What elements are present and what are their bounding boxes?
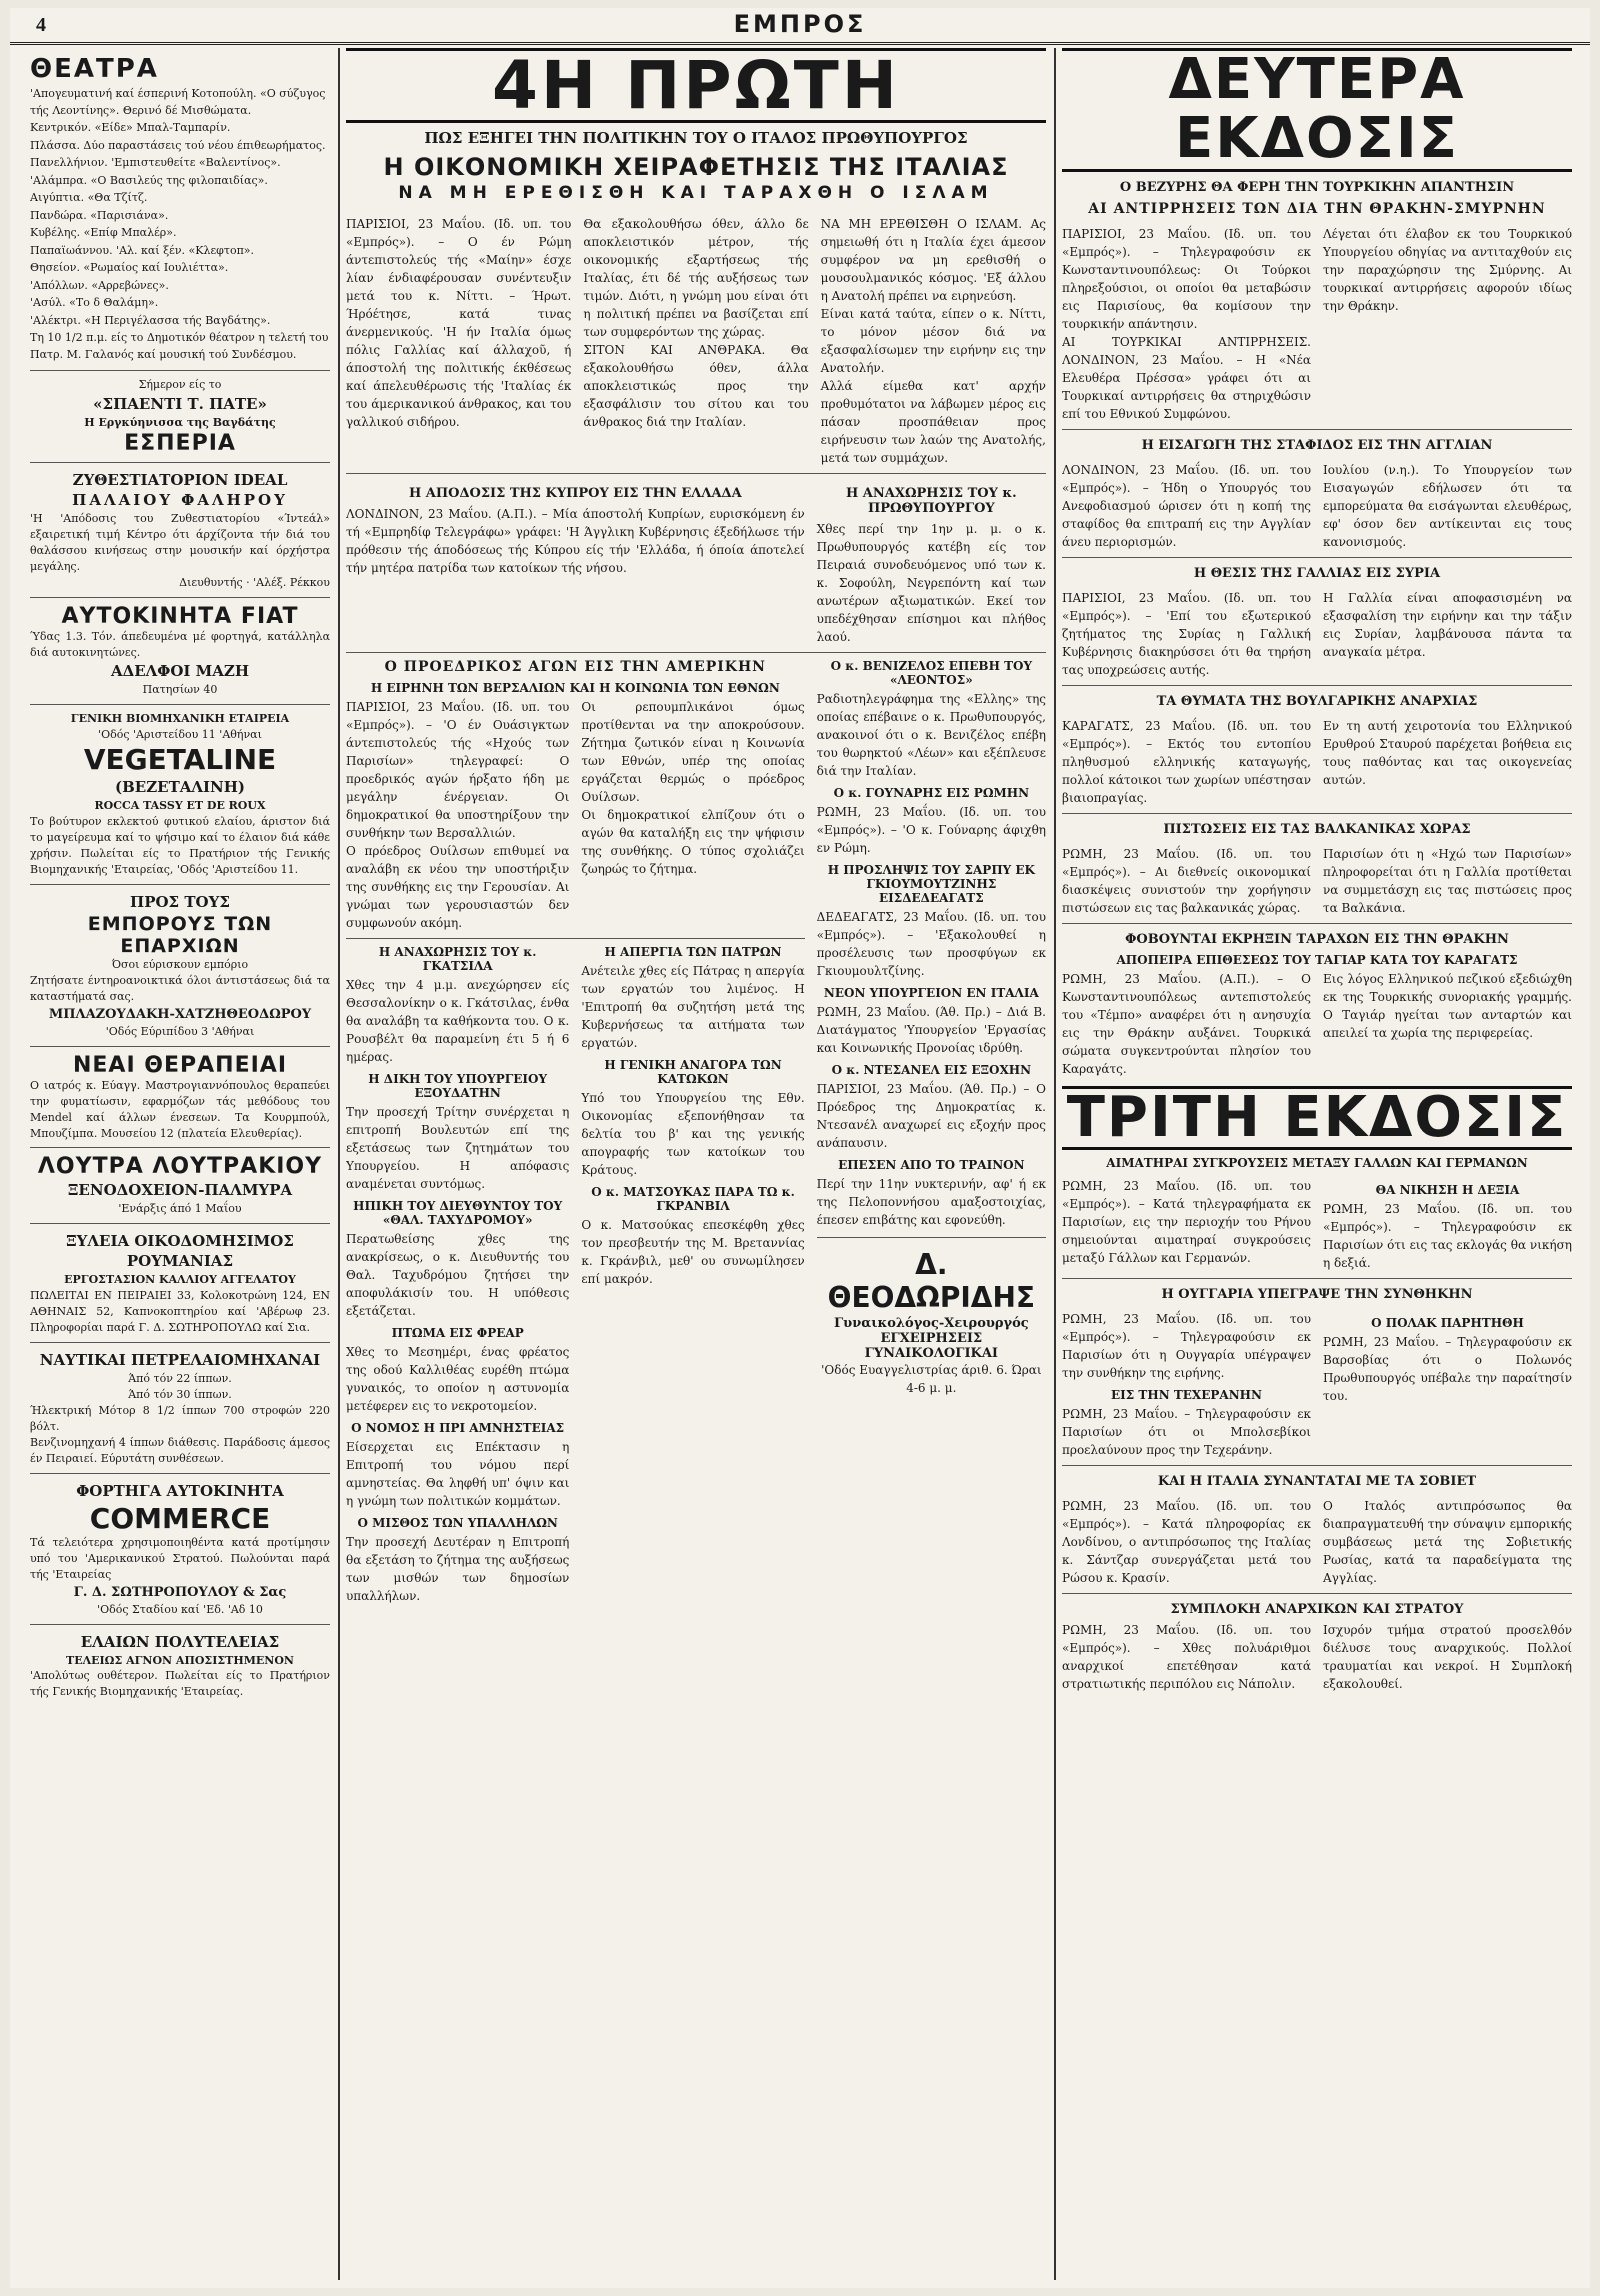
doctor-address: 'Οδός Ευαγγελιστρίας άριθ. 6. Ώραι 4-6 μ. μ. bbox=[821, 1363, 1042, 1396]
column-rule-2 bbox=[1054, 48, 1056, 2280]
trucks-firm: Γ. Δ. ΣΩΤΗΡΟΠΟΥΛΟΥ & Σας bbox=[73, 1584, 287, 1600]
article-col bbox=[1062, 225, 1311, 423]
brief-head: Η ΑΝΑΧΩΡΗΣΙΣ ΤΟΥ κ. ΓΚΑΤΣΙΛΑ bbox=[378, 945, 537, 974]
article-paragraph: Η Γαλλία είναι αποφασισμένη να εξασφαλίση την ειρήνην και την τάξιν εις Συρίαν, λαμβάνουσα πάντα τα αναγκαία μέτρα. bbox=[1323, 590, 1572, 659]
theatre-listings bbox=[30, 48, 330, 371]
article-raisins bbox=[1062, 457, 1572, 558]
brief-head: Ο κ. ΓΟΥΝΑΡΗΣ ΕΙΣ ΡΩΜΗΝ bbox=[833, 786, 1030, 801]
headline-vizier: Ο ΒΕΖΥΡΗΣ ΘΑ ΦΕΡΗ ΤΗΝ ΤΟΥΡΚΙΚΗΝ ΑΠΑΝΤΗΣΙΝ bbox=[1119, 179, 1515, 195]
headline-thrace-smyrna: ΑΙ ΑΝΤΙΡΡΗΣΕΙΣ ΤΩΝ ΔΙΑ ΤΗΝ ΘΡΑΚΗΝ-ΣΜΥΡΝΗΝ bbox=[1088, 200, 1546, 217]
timber-factory: ΕΡΓΟΣΤΑΣΙΟΝ ΚΑΛΛΙΟΥ ΑΓΓΕΛΑΤΟΥ bbox=[64, 1273, 296, 1287]
withdrawal-article bbox=[817, 478, 1046, 646]
steamships-line-1: Άπό τόν 22 ίππων. bbox=[128, 1372, 232, 1386]
article-paragraph: Εις λόγος Ελληνικού πεζικού εξεδιώχθη εκ της Τουρκικής συνοριακής γραμμής. Ο Ταγιάρ ηγείται των ανταρτών και απειλεί τα χωρία της περιφερείας. bbox=[1323, 971, 1572, 1040]
section-title-4th-edition: 4Η ΠΡΩΤΗ bbox=[346, 48, 1046, 123]
usa-paragraph: Οι δημοκρατικοί ελπίζουν ότι ο αγών θα καταλήξη εις την ψήφισιν της συνθήκης. Ο τύπος σχολιάζει ζωηρώς το ζήτημα. bbox=[581, 808, 805, 877]
loutraki-ad bbox=[30, 1148, 330, 1224]
merchants-line1: Όσοι εύρισκουν εμπόριο bbox=[111, 957, 249, 971]
brief-head: Η ΓΕΝΙΚΗ ΑΝΑΓΟΡΑ ΤΩΝ ΚΑΤΩΚΩΝ bbox=[604, 1058, 782, 1087]
theatre-item: Κυβέλης. «Επίφ Μπαλέρ». bbox=[30, 226, 177, 239]
brief-head: Η ΠΡΟΣΛΗΨΙΣ ΤΟΥ ΣΑΡΠΥ ΕΚ ΓΚΙΟΥΜΟΥΤΖΙΝΗΣ ΕΙΣΔΕΔΕΑΓΑΤΣ bbox=[827, 863, 1035, 906]
article-col bbox=[1062, 589, 1311, 679]
article-paragraph: Αλλά είμεθα κατ' αρχήν προθυμότατοι να λάβωμεν μέρος εις πάσαν προσπάθειαν προς ειρήνευσιν των λαών της Ανατολής, μετά των συμμάχων. bbox=[820, 379, 1046, 466]
doctor-sub: ΕΓΧΕΙΡΗΣΕΙΣ ΓΥΝΑΙΚΟΛΟΓΙΚΑΙ bbox=[864, 1331, 999, 1362]
usa-article bbox=[346, 653, 805, 1605]
venizelos-body: Ραδιοτηλεγράφημα της «Ελλης» της οποίας επέβαινε ο κ. Πρωθυπουργός, ανακοινοί ότι ο κ. Βενιζέλος επέβη του θωρηκτού «Λέων» και εξέπλευσε διά την Ιταλίαν. bbox=[816, 692, 1046, 779]
timber-ad bbox=[30, 1224, 330, 1343]
vegetaline-street: 'Οδός 'Αριστείδου 11 'Αθήναι bbox=[98, 728, 262, 742]
cinema-film: «ΣΠΑΕΝΤΙ Τ. ΠΑΤΕ» bbox=[93, 394, 267, 413]
vegetaline-company: ΓΕΝΙΚΗ ΒΙΟΜΗΧΑΝΙΚΗ ΕΤΑΙΡΕΙΑ bbox=[70, 712, 290, 726]
fiat-title: ΑΥΤΟΚΙΝΗΤΑ FIAT bbox=[61, 603, 299, 629]
steamships-line-2: Άπό τόν 30 ίππων. bbox=[128, 1388, 232, 1402]
timber-origin: ΡΟΥΜΑΝΙΑΣ bbox=[126, 1252, 234, 1271]
brief-head: ΠΤΩΜΑ ΕΙΣ ΦΡΕΑΡ bbox=[391, 1326, 524, 1341]
article-col bbox=[1323, 461, 1572, 551]
usa-paragraph: ΠΑΡΙΣΙΟΙ, 23 Μαΐου. (Ιδ. υπ. του «Εμπρός»). – 'Ο έν Ουάσιγκτων άντεπιστολεύς τής «Ηχούς των Παρισίων» τηλεγραφεί: Ο προεδρικός αγών ήρξατο ήδη με μεγάλην ένέργειαν. Οι δημοκρατικοί θα υποστηρίξουν την συνθήκην των Βερσαλλιών. bbox=[346, 700, 570, 841]
merchants-to: ΠΡΟΣ ΤΟΥΣ bbox=[130, 892, 230, 911]
fiat-brothers: ΑΔΕΛΦΟΙ ΜΑΖΗ bbox=[110, 662, 250, 681]
brief-body: Ανέτειλε χθες είς Πάτρας η απεργία των εργατών του λιμένος. Η 'Επιτροπή θα συζητήση μετά της Κυβερνήσεως τα αιτήματα των εργατών. bbox=[581, 964, 805, 1051]
column-center bbox=[346, 48, 1046, 2280]
steamships-ad bbox=[30, 1343, 330, 1474]
article-italy-soviet bbox=[1062, 1493, 1572, 1594]
theatre-item: Πλάσσα. Δύο παραστάσεις τού νέου έπιθεωρήματος. bbox=[30, 138, 326, 152]
column-left bbox=[30, 48, 330, 2280]
vegetaline-title: VEGETALINE bbox=[83, 743, 277, 777]
cyprus-article bbox=[346, 478, 805, 646]
article-col bbox=[1062, 1497, 1311, 1587]
usa-paragraph: Ο πρόεδρος Ουίλσων επιθυμεί να αναλάβη εκ νέου την υποστήριξιν της συνθήκης εις την Γερουσίαν. Αι γνώμαι των γερουσιαστών δεν συμφωνούν ακόμη. bbox=[346, 844, 570, 931]
cinema-today: Σήμερον είς το bbox=[138, 378, 222, 391]
fiat-ad bbox=[30, 598, 330, 706]
theatre-item: 'Απόλλων. «Αρρεβώνες». bbox=[30, 278, 169, 292]
brief-body: Περατωθείσης χθες της ανακρίσεως, ο κ. Διευθυντής του Θαλ. Ταχυδρόμου ζητήσει την αποφυλάκισίν του. Η υπόθεσις εξετάζεται. bbox=[346, 1232, 570, 1319]
headline-tayar: ΑΠΟΠΕΙΡΑ ΕΠΙΘΕΣΕΩΣ ΤΟΥ ΤΑΓΙΑΡ ΚΑΤΑ ΤΟΥ ΚΑΡΑΓΑΤΣ bbox=[1116, 952, 1518, 967]
theatre-item: Τη 10 1/2 π.μ. είς το Δημοτικόν θέατρον η τελετή του Πατρ. Μ. Γαλανός καί μουσική τού Συνδέσμου. bbox=[30, 331, 329, 361]
oil-sub: ΤΕΛΕΙΩΣ ΑΓΝΟΝ ΑΠΟΣΙΣΤΗΜΕΝΟΝ bbox=[66, 1653, 294, 1667]
brewery-signature: Διευθυντής · 'Αλέξ. Ρέκκου bbox=[179, 575, 330, 589]
article-paragraph: Θα εξακολουθήσω όθεν, άλλο δε αποκλειστικόν μέτρον, τής οικονομικής εξαρτήσεως τής Ιταλίας, έτι δέ τής αυξήσεως των τιμών. Διότι, η γνώμη μου είναι ότι η πολιτική πρέπει να βασίζεται επί των συμφερόντων της χώρας. bbox=[583, 217, 809, 340]
brief-head: Ο κ. ΜΑΤΣΟΥΚΑΣ ΠΑΡΑ ΤΩ κ. ΓΚΡΑΝΒΙΛ bbox=[591, 1185, 795, 1214]
article-paragraph: ΡΩΜΗ, 23 Μαΐου. (Ιδ. υπ. του «Εμπρός»). – Αι διεθνείς οικονομικαί διασκέψεις συνιστούν την χορήγησιν πιστώσεων εις τας βαλκανικάς χώρας. bbox=[1062, 846, 1311, 915]
brief-body: Υπό του Υπουργείου της Εθν. Οικονομίας εξεπονήθησαν τα δελτία του β' και της γενικής απογραφής των κατοίκων του Κράτους. bbox=[581, 1091, 805, 1178]
article-paragraph: ΣΙΤΟΝ ΚΑΙ ΑΝΘΡΑΚΑ. Θα εξακολουθήσω όθεν, άλλα αποκλειστικώς προς την εξασφάλισιν του σίτου και του άνθρακος διά την Ιταλίαν. bbox=[583, 343, 809, 430]
steamships-line-4: Βενζινομηχανή 4 ίππων διάθεσις. Παράδοσις άμεσος έν Πειραιεί. Εύρυτάτη συνθέσεων. bbox=[30, 1435, 330, 1465]
trucks-addr: 'Οδός Σταδίου καί 'Εδ. 'Αδ 10 bbox=[97, 1602, 263, 1616]
trucks-title: ΦΟΡΤΗΓΑ ΑΥΤΟΚΙΝΗΤΑ bbox=[76, 1481, 284, 1500]
doctor-name: Δ. ΘΕΟΔΩΡΙΔΗΣ bbox=[827, 1248, 1036, 1315]
article-paragraph: Λέγεται ότι έλαβον εκ του Τουρκικού Υπουργείου οδηγίας να αντιταχθούν εις την παραχώρησιν της Σμύρνης. Αι τουρκικαί αντιρρήσεις αφορούν ιδίως την Θράκην. bbox=[1323, 226, 1572, 313]
trucks-brand: COMMERCE bbox=[89, 1501, 271, 1535]
article-clashes bbox=[1062, 1173, 1572, 1279]
article-paragraph: ΡΩΜΗ, 23 Μαΐου. (Ιδ. υπ. του «Εμπρός»). – Χθες πολυάριθμοι αναρχικοί επετέθησαν κατά στρατιωτικής περιπόλου εις Νάπολιν. bbox=[1062, 1623, 1311, 1692]
brief-body: Ο κ. Ματσούκας επεσκέφθη χθες τον πρεσβευτήν της Μ. Βρεταννίας κ. Γκράνβιλ, μεθ' ου συνωμίλησεν επί μακρόν. bbox=[581, 1218, 805, 1287]
cinema-baghdad: Η Εργκύηνισσα της Βαγδάτης bbox=[84, 415, 276, 429]
headline-anarchists: ΣΥΜΠΛΟΚΗ ΑΝΑΡΧΙΚΩΝ ΚΑΙ ΣΤΡΑΤΟΥ bbox=[1170, 1602, 1464, 1618]
theatre-item: Παπαϊωάννου. 'Αλ. καί ξέν. «Κλεφτοπ». bbox=[30, 243, 255, 257]
article-col bbox=[1323, 1177, 1572, 1272]
section-title-second-edition: ΔΕΥΤΕΡΑ ΕΚΔΟΣΙΣ bbox=[1062, 48, 1572, 172]
brief-head: Ο ΠΟΛΑΚ ΠΑΡΗΤΗΘΗ bbox=[1371, 1316, 1524, 1331]
theatre-item: 'Απογευματινή καί έσπερινή Κοτοπούλη. «Ο σύζυγος τής Λεοντίνης». Θερινό δέ Μισθώματα. bbox=[30, 87, 326, 117]
oil-body: 'Απολύτως ουθέτερον. Πωλείται είς το Πρατήριον τής Γενικής Βιομηχανικής 'Εταιρείας. bbox=[30, 1669, 330, 1699]
headline-syria: Η ΘΕΣΙΣ ΤΗΣ ΓΑΛΛΙΑΣ ΕΙΣ ΣΥΡΙΑ bbox=[1193, 565, 1441, 581]
headline-italy-pm: ΠΩΣ ΕΞΗΓΕΙ ΤΗΝ ΠΟΛΙΤΙΚΗΝ ΤΟΥ Ο ΙΤΑΛΟΣ ΠΡΩΘΥΠΟΥΡΓΟΣ bbox=[424, 129, 968, 148]
theatre-item: 'Ασύλ. «Το δ Θαλάμη». bbox=[30, 296, 159, 309]
headline-islam: ΝΑ ΜΗ ΕΡΕΘΙΣΘΗ ΚΑΙ ΤΑΡΑΧΘΗ Ο ΙΣΛΑΜ bbox=[398, 183, 994, 204]
usa-body-cols bbox=[346, 698, 805, 932]
brief-body: ΔΕΔΕΑΓΑΤΣ, 23 Μαΐου. (Ιδ. υπ. του «Εμπρός»). – 'Εξακολουθεί η προσέλευσις των προσφύγων εκ Γκιουμουλτζίνης. bbox=[816, 910, 1046, 979]
briefs-row-1 bbox=[346, 938, 805, 1605]
headline-venizelos: Ο κ. ΒΕΝΙΖΕΛΟΣ ΕΠΕΒΗ ΤΟΥ «ΛΕΟΝΤΟΣ» bbox=[830, 659, 1033, 688]
article-col bbox=[1323, 589, 1572, 679]
brief-head: Ο κ. ΝΤΕΣΑΝΕΛ ΕΙΣ ΕΞΟΧΗΝ bbox=[831, 1063, 1032, 1078]
headline-italy-soviet: ΚΑΙ Η ΙΤΑΛΙΑ ΣΥΝΑΝΤΑΤΑΙ ΜΕ ΤΑ ΣΟΒΙΕΤ bbox=[1157, 1474, 1477, 1490]
headline-raisins: Η ΕΙΣΑΓΩΓΗ ΤΗΣ ΣΤΑΦΙΔΟΣ ΕΙΣ ΤΗΝ ΑΓΓΛΙΑΝ bbox=[1141, 437, 1493, 453]
oil-title: ΕΛΑΙΩΝ ΠΟΛΥΤΕΛΕΙΑΣ bbox=[80, 1632, 280, 1651]
merchants-title: ΕΜΠΟΡΟΥΣ ΤΩΝ ΕΠΑΡΧΙΩΝ bbox=[87, 912, 273, 957]
article-col bbox=[1323, 970, 1572, 1078]
newspaper-page bbox=[10, 8, 1590, 2288]
brief-body: Περί την 11ην νυκτερινήν, αφ' ή εκ της Πελοποννήσου αμαξοστοιχίας, έπεσεν επιβάτης και εφονεύθη. bbox=[816, 1177, 1046, 1228]
article-hungary bbox=[1062, 1306, 1572, 1466]
brewery-body: 'Η 'Απόδοσις του Ζυθεστιατορίου «Ίντεάλ» εξαιρετική τιμή Κέντρο ότι άρχίζοντα τήν διά του θαλάσσου κινήσεως στην μουσικήν καί όρχήστρα μεγάλης. bbox=[30, 511, 330, 573]
trucks-body: Τά τελειότερα χρησιμοποιηθέντα κατά προτίμησιν υπό του 'Αμερικανικού Στρατού. Πωλούνται παρά τής 'Εταιρείας bbox=[30, 1535, 330, 1581]
article-col bbox=[1062, 970, 1311, 1078]
article-paragraph: Ισχυρόν τμήμα στρατού προσελθόν διέλυσε τους αναρχικούς. Πολλοί τραυματίαι και νεκροί. Η Συμπλοκή εξακολουθεί. bbox=[1323, 1623, 1572, 1692]
article-col bbox=[1062, 845, 1311, 917]
doctor-title: Γυναικολόγος-Χειρουργός bbox=[833, 1316, 1029, 1332]
article-italy bbox=[346, 211, 1046, 474]
theatre-item: Πανελλήνιον. 'Εμπιστευθείτε «Βαλεντίνος». bbox=[30, 156, 281, 169]
cyprus-withdrawal-row bbox=[346, 474, 1046, 653]
brewery-subtitle: ΠΑΛΑΙΟΥ ΦΑΛΗΡΟΥ bbox=[72, 490, 288, 509]
headline-pm-departure: Η ΑΝΑΧΩΡΗΣΙΣ ΤΟΥ κ. ΠΡΩΘΥΠΟΥΡΓΟΥ bbox=[846, 486, 1017, 517]
article-bulgaria bbox=[1062, 713, 1572, 814]
brief-head: Η ΑΠΕΡΓΙΑ ΤΩΝ ΠΑΤΡΩΝ bbox=[604, 945, 782, 960]
loutraki-opening: 'Ενάρξις άπό 1 Μαΐου bbox=[118, 1202, 242, 1216]
brief-body: Χθες το Μεσημέρι, ένας φρέατος της οδού Καλλιθέας ευρέθη πτώμα γυναικός, το οποίον η αστυνομία μετέφερεν εις το νεκροτομείον. bbox=[346, 1345, 570, 1414]
article-col bbox=[1323, 1310, 1572, 1459]
timber-title: ΞΥΛΕΙΑ ΟΙΚΟΔΟΜΗΣΙΜΟΣ bbox=[66, 1232, 294, 1251]
article-col bbox=[581, 698, 804, 932]
brief-head: Ο ΝΟΜΟΣ Η ΠΡΙ ΑΜΝΗΣΤΕΙΑΣ bbox=[351, 1421, 565, 1436]
cyprus-body: ΛΟΝΔΙΝΟΝ, 23 Μαΐου. (Α.Π.). – Μία άποστολή Κυπρίων, ευρισκόμενη έν τή «Εμπρηδίφ Τελεγράφω» γράφει: 'Η Άγγλικη Κυβέρνησις έξεδήλωσε τήν πρόθεσιν τής άποδόσεως τής Κύπρου είς τήν 'Ελλάδα, ή όποία άποτελεί τήν μητέρα πατρίδα των κατοίκων τής νήσου. bbox=[346, 507, 805, 576]
article-paragraph: Ο Ιταλός αντιπρόσωπος θα διαπραγματευθή την σύναψιν εμπορικής συμβάσεως μετά της Σοβιετικής Ρωσίας, κατά τα παραδείγματα της Αγγλίας. bbox=[1323, 1499, 1572, 1586]
loutraki-hotel: ΞΕΝΟΔΟΧΕΙΟΝ-ΠΑΛΜΥΡΑ bbox=[67, 1181, 293, 1200]
article-balkan-credits bbox=[1062, 841, 1572, 924]
article-paragraph: Ιουλίου (ν.η.). Το Υπουργείον των Εισαγωγών εδήλωσεν ότι τα εμπορεύματα θα εισάγωνται ελευθέρως, εφ' όσον δεν αντίκεινται εις τους κανονισμούς. bbox=[1323, 462, 1572, 549]
cinema-ad bbox=[30, 371, 330, 463]
article-paragraph: ΛΟΝΔΙΝΟΝ, 23 Μαΐου. (Ιδ. υπ. του «Εμπρός»). – Ήδη ο Υπουργός του Ανεφοδιασμού ώρισεν ότι η κοπή της σταφίδος θα επιτραπή εις την Αγγλίαν άνευ περιορισμών. bbox=[1062, 462, 1311, 549]
vegetaline-maker: ROCCA TASSY ET DE ROUX bbox=[94, 799, 266, 813]
merchants-ad bbox=[30, 885, 330, 1047]
article-paragraph: ΝΑ ΜΗ ΕΡΕΘΙΣΘΗ Ο ΙΣΛΑΜ. Ας σημειωθή ότι η Ιταλία έχει άμεσον συμφέρον να μη ερεθισθή ο μουσουλμανικός κόσμος. 'Εξ άλλου η Ανατολή πρέπει να ειρηνεύση. bbox=[820, 217, 1046, 304]
brief-body: ΡΩΜΗ, 23 Μαΐου. (Ιδ. υπ. του «Εμπρός»). – 'Ο κ. Γούναρης άφιχθη εν Ρώμη. bbox=[816, 805, 1046, 856]
theatre-title: ΘΕΑΤΡΑ bbox=[30, 54, 159, 84]
page-number: 4 bbox=[36, 14, 46, 36]
article-paragraph: ΡΩΜΗ, 23 Μαΐου. (Ιδ. υπ. του «Εμπρός»). – Κατά πληροφορίας εκ Λονδίνου, ο αντιπρόσωπος της Ιταλίας κ. Σάντζαρ συνεργάζεται μετά του Ρώσου κ. Κρασίν. bbox=[1062, 1499, 1311, 1586]
theatre-list bbox=[30, 86, 330, 363]
theatre-item: 'Αλάμπρα. «Ο Βασιλεύς της φιλοπαιδίας». bbox=[30, 173, 268, 187]
therapies-body: Ο ιατρός κ. Εύαγγ. Μαστρογιαννόπουλος θεραπεύει την φυματίωσιν, εφαρμόζων τάς μεθόδους του Mendel καί άλλων ένεσεων. Τα Κουρμπούλ, Μπουζίμπα. Μουσείου 12 (πλατεία Ελευθερίας). bbox=[30, 1078, 330, 1140]
headline-thrace-unrest: ΦΟΒΟΥΝΤΑΙ ΕΚΡΗΞΙΝ ΤΑΡΑΧΩΝ ΕΙΣ ΤΗΝ ΘΡΑΚΗΝ bbox=[1125, 931, 1509, 947]
vegetaline-ad bbox=[30, 705, 330, 885]
article-col bbox=[1062, 717, 1311, 807]
trucks-ad bbox=[30, 1474, 330, 1625]
headline-cyprus: Η ΑΠΟΔΟΣΙΣ ΤΗΣ ΚΥΠΡΟΥ ΕΙΣ ΤΗΝ ΕΛΛΑΔΑ bbox=[408, 486, 742, 502]
doctor-ad bbox=[817, 1237, 1046, 1397]
article-col bbox=[583, 215, 808, 467]
theatre-item: Κεντρικόν. «Είδε» Μπαλ-Ταμπαρίν. bbox=[30, 121, 231, 134]
brief-head: ΗΠΙΚΗ ΤΟΥ ΔΙΕΥΘΥΝΤΟΥ ΤΟΥ «ΘΑΛ. ΤΑΧΥΔΡΟΜΟΥ» bbox=[353, 1199, 563, 1228]
headline-usa: Ο ΠΡΟΕΔΡΙΚΟΣ ΑΓΩΝ ΕΙΣ ΤΗΝ ΑΜΕΡΙΚΗΝ bbox=[384, 659, 766, 676]
brief-head: ΕΠΕΣΕΝ ΑΠΟ ΤΟ ΤΡΑΙΝΟΝ bbox=[838, 1158, 1025, 1173]
headline-usa-sub: Η ΕΙΡΗΝΗ ΤΩΝ ΒΕΡΣΑΛΙΩΝ ΚΑΙ Η ΚΟΙΝΩΝΙΑ ΤΩΝ ΕΘΝΩΝ bbox=[370, 681, 780, 696]
article-paragraph: ΡΩΜΗ, 23 Μαΐου. (Ιδ. υπ. του «Εμπρός»). – Τηλεγραφούσιν εκ Παρισίων ότι εις τας εκλογάς θα νικήση η δεξιά. bbox=[1323, 1202, 1572, 1271]
vegetaline-body: Το βούτυρον εκλεκτού φυτικού ελαίου, άριστον διά το μαγείρευμα καί το ψήσιμο καί το έλαιον διά κάθε χρήσιν. Πωλείται είς το Πρατήριον τής Γενικής Βιομηχανικής 'Εταιρείας, 'Οδός 'Αριστείδου 11. bbox=[30, 815, 330, 876]
article-paragraph: Παρισίων ότι η «Ηχώ των Παρισίων» πληροφορείται ότι η Γαλλία προτίθεται να συμμετάσχη εις τας πιστώσεις προς τα Βαλκάνια. bbox=[1323, 846, 1572, 915]
therapies-title: ΝΕΑΙ ΘΕΡΑΠΕΙΑΙ bbox=[72, 1052, 288, 1078]
brief bbox=[346, 939, 569, 1605]
article-syria bbox=[1062, 585, 1572, 686]
merchants-firm: ΜΠΛΑΖΟΥΔΑΚΗ-ΧΑΤΖΗΘΕΟΔΩΡΟΥ bbox=[48, 1006, 312, 1022]
article-anarchists bbox=[1062, 1621, 1572, 1693]
usa-row bbox=[346, 653, 1046, 1605]
right-briefs bbox=[817, 653, 1046, 1605]
article-col bbox=[1323, 1621, 1572, 1693]
article-paragraph: ΠΑΡΙΣΙΟΙ, 23 Μαΐου. (Ιδ. υπ. του «Εμπρός»). – 'Επί του εξωτερικού ζητήματος της Συρίας η Γαλλική Κυβέρνησις διακηρύσσει ότι θα τηρήση τας υποχρεώσεις αυτής. bbox=[1062, 590, 1311, 677]
headline-bulgaria: ΤΑ ΘΥΜΑΤΑ ΤΗΣ ΒΟΥΛΓΑΡΙΚΗΣ ΑΝΑΡΧΙΑΣ bbox=[1156, 693, 1478, 709]
article-paragraph: ΡΩΜΗ, 23 Μαΐου. (Ιδ. υπ. του «Εμπρός»). – Τηλεγραφούσιν εκ Παρισίων ότι η Ουγγαρία υπέγραψεν την συνθήκην της ειρήνης. bbox=[1062, 1312, 1311, 1381]
theatre-item: Αιγύπτια. «Θα Τζίτζ. bbox=[30, 191, 148, 204]
article-col bbox=[1062, 1177, 1311, 1272]
theatre-item: 'Αλέκτρι. «Η Περιγέλασσα τής Βαγδάτης». bbox=[30, 313, 271, 327]
brief-head: ΝΕΟΝ ΥΠΟΥΡΓΕΙΟΝ ΕΝ ΙΤΑΛΙΑ bbox=[823, 986, 1039, 1001]
oil-ad bbox=[30, 1625, 330, 1707]
article-paragraph: ΡΩΜΗ, 23 Μαΐου. – Τηλεγραφούσιν εκ Παρισίων ότι οι Μπολσεβίκοι προελαύνουν προς την Τεχεράνην. bbox=[1062, 1407, 1311, 1458]
loutraki-title: ΛΟΥΤΡΑ ΛΟΥΤΡΑΚΙΟΥ bbox=[37, 1154, 323, 1180]
article-paragraph: ΡΩΜΗ, 23 Μαΐου. – Τηλεγραφούσιν εκ Βαρσοβίας ότι ο Πολωνός Πρωθυπουργός υπέβαλε την παραίτησίν του. bbox=[1323, 1335, 1572, 1404]
article-paragraph: Είναι κατά ταύτα, είπεν ο κ. Νίττι, το μόνον μέσον διά να εξασφαλίσωμεν την ειρήνην εις την Ανατολήν. bbox=[820, 307, 1046, 376]
brief-head: Ο ΜΙΣΘΟΣ ΤΩΝ ΥΠΑΛΛΗΛΩΝ bbox=[357, 1516, 558, 1531]
article-col bbox=[1323, 1497, 1572, 1587]
article-paragraph: ΑΙ ΤΟΥΡΚΙΚΑΙ ΑΝΤΙΡΡΗΣΕΙΣ. ΛΟΝΔΙΝΟΝ, 23 Μαΐου. – Η «Νέα Ελευθέρα Πρέσσα» γράφει ότι αι Τουρκικαί αντιρρήσεις θα στηριχθώσιν επί του Εθνικού Συμφώνου. bbox=[1062, 334, 1311, 421]
headline-balkan-credits: ΠΙΣΤΩΣΕΙΣ ΕΙΣ ΤΑΣ ΒΑΛΚΑΝΙΚΑΣ ΧΩΡΑΣ bbox=[1163, 821, 1471, 837]
brief-body: Χθες την 4 μ.μ. ανεχώρησεν είς Θεσσαλονίκην ο κ. Γκάτσιλας, ένθα θα αναλάβη τα καθήκοντα του. Ο κ. Ρουσβέλτ θα παραμείνη έτι 5 ή 6 ημέρας. bbox=[346, 978, 570, 1065]
theatre-item: Θησείον. «Ρωμαίος καί Ιουλιέττα». bbox=[30, 261, 229, 274]
article-paragraph: ΠΑΡΙΣΙΟΙ, 23 Μαΐου. (Ιδ. υπ. του «Εμπρός»). – Τηλεγραφούσιν εκ Κωνσταντινουπόλεως: Οι Τούρκοι πληρεξούσιοι, οι οποίοι θα μεταβώσιν εις Παρισίους, θα κομίσουν την τουρκικήν απάντησιν. bbox=[1062, 226, 1311, 331]
article-col bbox=[1323, 845, 1572, 917]
column-rule-1 bbox=[338, 48, 340, 2280]
steamships-title: ΝΑΥΤΙΚΑΙ ΠΕΤΡΕΛΑΙΟΜΗΧΑΝΑΙ bbox=[39, 1351, 321, 1370]
usa-paragraph: Οι ρεπουμπλικάνοι όμως προτίθενται να την αποκρούσουν. Ζήτημα ζωτικόν είναι η Κοινωνία των Εθνών, υπέρ της οποίας εργάζεται θερμώς ο πρόεδρος Ουίλσων. bbox=[581, 700, 805, 805]
article-col bbox=[1062, 1310, 1311, 1459]
brief-head: ΕΙΣ ΤΗΝ ΤΕΧΕΡΑΝΗΝ bbox=[1111, 1388, 1262, 1403]
brief-head: Η ΔΙΚΗ ΤΟΥ ΥΠΟΥΡΓΕΙΟΥ ΕΞΟΥΔΑΤΗΝ bbox=[368, 1072, 548, 1101]
timber-body: ΠΩΛΕΙΤΑΙ ΕΝ ΠΕΙΡΑΙΕΙ 33, Κολοκοτρώνη 124, ΕΝ ΑΘΗΝΑΙΣ 52, Καπνοκοπτηρίου καί 'Αβέρωφ 23. Πληροφορίαι παρά Γ. Δ. ΣΩΤΗΡΟΠΟΥΛΩ καί Σια. bbox=[30, 1289, 330, 1335]
cinema-esperia: ΕΣΠΕΡΙΑ bbox=[124, 430, 236, 456]
merchants-line2: Ζητήσατε έντηροανοικτικά όλοι άντιστάσεως διά τα καταστήματά σας. bbox=[30, 973, 330, 1003]
article-paragraph: Εν τη αυτή χειροτονία του Ελληνικού Ερυθρού Σταυρού παρέχεται βοήθεια εις τους παθόντας και τας οικογενείας αυτών. bbox=[1323, 718, 1572, 787]
withdrawal-body: Χθες περί την 1ην μ. μ. ο κ. Πρωθυπουργός κατέβη είς τον Πειραιά συνοδευόμενος υπό των κ. κ. Σοφούλη, Νεγρεπόντη καί των ανωτέρων αξιωματικών. Εκεί τον υπεδέχθησαν επίσημοι και πλήθος λαού. bbox=[816, 522, 1046, 645]
brief-head: ΘΑ ΝΙΚΗΣΗ Η ΔΕΞΙΑ bbox=[1375, 1183, 1520, 1198]
article-col bbox=[346, 698, 569, 932]
article-col bbox=[1062, 1621, 1311, 1693]
steamships-line-3: Ήλεκτρική Μότορ 8 1/2 ίππων 700 στροφών 220 βόλτ. bbox=[30, 1404, 330, 1433]
fiat-body: Ύδας 1.3. Τόν. άπεδευμένα μέ φορτηγά, κατάλληλα διά αυτοκινητώνες. bbox=[30, 629, 330, 659]
brewery-title: ΖΥΘΕΣΤΙΑΤΟΡΙΟΝ IDEAL bbox=[72, 470, 288, 489]
merchants-addr: 'Οδός Εύριπίδου 3 'Αθήναι bbox=[105, 1024, 255, 1038]
brief-body: ΡΩΜΗ, 23 Μαΐου. (Άθ. Πρ.) – Διά Β. Διατάγματος 'Υπουργείον 'Εργασίας και Κοινωνικής Προνοίας ιδρύθη. bbox=[816, 1005, 1046, 1056]
article-col bbox=[821, 215, 1046, 467]
article-col bbox=[346, 215, 571, 467]
brief-body: Την προσεχή Δευτέραν η Επιτροπή θα εξετάση το ζήτημα της αυξήσεως των μισθών των δημοσίων υπαλλήλων. bbox=[346, 1535, 570, 1604]
article-col bbox=[1062, 461, 1311, 551]
article-col bbox=[1323, 717, 1572, 807]
headline-hungary: Η ΟΥΓΓΑΡΙΑ ΥΠΕΓΡΑΨΕ ΤΗΝ ΣΥΝΘΗΚΗΝ bbox=[1161, 1287, 1473, 1303]
vegetaline-sub: (ΒΕΖΕΤΑΛΙΝΗ) bbox=[114, 778, 246, 797]
article-paragraph: ΡΩΜΗ, 23 Μαΐου. (Ιδ. υπ. του «Εμπρός»). – Κατά τηλεγραφήματα εκ Παρισίων, εις την περιοχήν του Ρήνου σημειούνται αιματηραί συγκρούσεις μεταξύ Γάλλων και Γερμανών. bbox=[1062, 1179, 1311, 1266]
brief-body: ΠΑΡΙΣΙΟΙ, 23 Μαΐου. (Άθ. Πρ.) – Ο Πρόεδρος της Δημοκρατίας κ. Ντεσανέλ αναχωρεί εις εξοχήν προς ανάπαυσιν. bbox=[816, 1082, 1046, 1151]
fiat-address: Πατησίων 40 bbox=[142, 683, 218, 697]
therapies-ad bbox=[30, 1047, 330, 1149]
theatre-item: Πανδώρα. «Παρισιάνα». bbox=[30, 208, 169, 222]
article-paragraph: ΚΑΡΑΓΑΤΣ, 23 Μαΐου. (Ιδ. υπ. του «Εμπρός»). – Εκτός του εντοπίου πληθυσμού ελληνικής καταγωγής, πολλοί κάτοικοι των χωρίων υπέστησαν βιαιοπραγίας. bbox=[1062, 718, 1311, 805]
column-right bbox=[1062, 48, 1572, 2280]
article-thrace bbox=[1062, 970, 1572, 1078]
section-title-third-edition: ΤΡΙΤΗ ΕΚΔΟΣΙΣ bbox=[1062, 1086, 1572, 1151]
article-vizier bbox=[1062, 221, 1572, 430]
headline-italy-economy: Η ΟΙΚΟΝΟΜΙΚΗ ΧΕΙΡΑΦΕΤΗΣΙΣ ΤΗΣ ΙΤΑΛΙΑΣ bbox=[383, 153, 1009, 182]
masthead bbox=[10, 8, 1590, 45]
brief-body: Την προσεχή Τρίτην συνέρχεται η επιτροπή Βουλευτών επί της εξετάσεως των ζητημάτων του Υπουργείου. Η απόφασις αναμένεται συντόμως. bbox=[346, 1105, 570, 1192]
brief bbox=[581, 939, 804, 1605]
article-paragraph: ΡΩΜΗ, 23 Μαΐου. (Α.Π.). – Ο Κωνσταντινουπόλεως αντεπιστολεύς του «Τέμπο» αναφέρει ότι η ανησυχία εις την Θράκην αυξάνει. Τουρκικά σώματα συγκεντρούνται πλησίον του Καραγάτς. bbox=[1062, 971, 1311, 1076]
newspaper-title: ΕΜΠΡΟΣ bbox=[733, 10, 867, 38]
brewery-ad bbox=[30, 463, 330, 598]
article-paragraph: ΠΑΡΙΣΙΟΙ, 23 Μαΐου. (Ιδ. υπ. του «Εμπρός»). – Ο έν Ρώμη άντεπιστολεύς τής «Μαίην» έσχε λίαν ένδιαφέρουσαν συνέντευξιν μετά του κ. Νίττι. – Ήρωτ. Ήρόέτησε, κατά τινας άνερμενικούς. 'Η ήν Ιταλία όμως πόλις Γαλλίας καί άλλαχοῦ, ή άποστολή της πολιτικής έκθέσεως καί άπελευθέρωσις τής 'Ιταλίας έκ του άμερικανικού άνθρακος, και του γαλλικού σιδήρου. bbox=[346, 217, 572, 430]
brief-body: Είσερχεται εις Επέκτασιν η Επιτροπή του νόμου περί αμνηστείας. Θα ληφθή υπ' όψιν και η γνώμη των πολιτικών κομμάτων. bbox=[346, 1440, 570, 1509]
article-col bbox=[1323, 225, 1572, 423]
headline-clashes: ΑΙΜΑΤΗΡΑΙ ΣΥΓΚΡΟΥΣΕΙΣ ΜΕΤΑΞΥ ΓΑΛΛΩΝ ΚΑΙ ΓΕΡΜΑΝΩΝ bbox=[1106, 1156, 1528, 1171]
